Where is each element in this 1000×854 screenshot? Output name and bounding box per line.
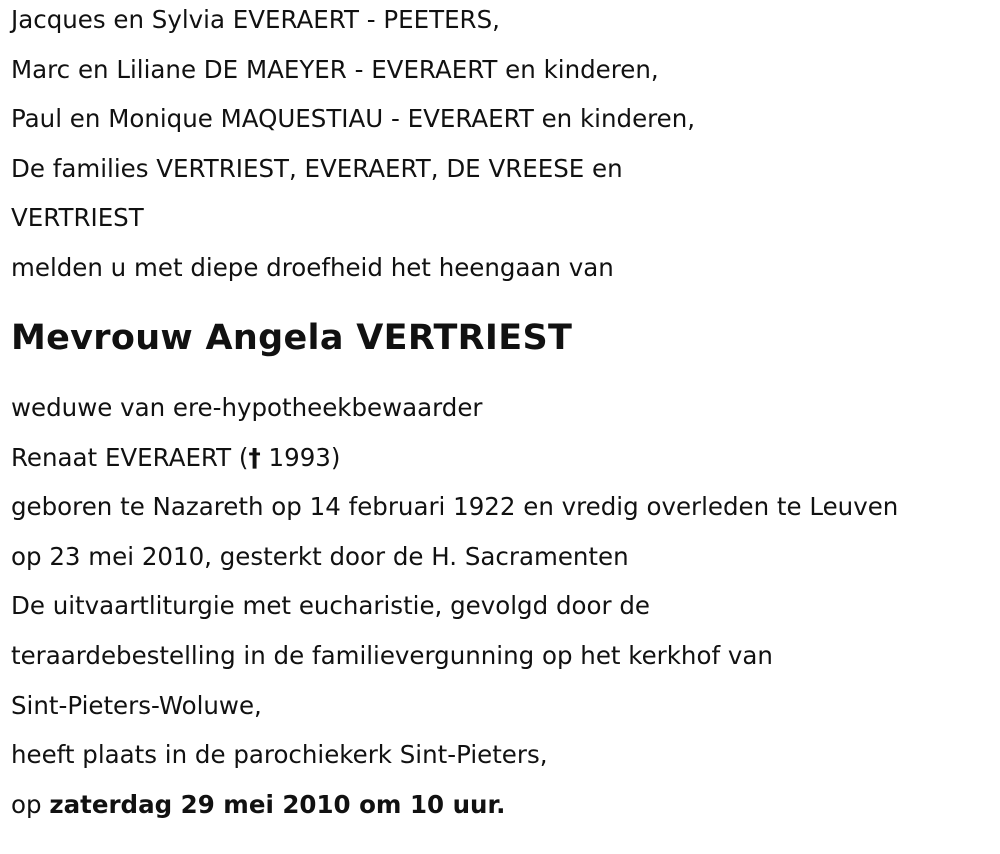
husband-line (11, 438, 991, 478)
family-line-4: De families VERTRIEST, EVERAERT, DE VREESE en (11, 153, 623, 183)
family-line-3: Paul en Monique MAQUESTIAU - EVERAERT en kinderen, (11, 104, 696, 134)
liturgy-line: De uitvaartliturgie met eucharistie, gevolgd door de (11, 591, 650, 621)
service-date-prefix: op (11, 789, 50, 819)
details-block (11, 388, 991, 825)
birth-death-paragraph (11, 487, 991, 577)
family-line-5: VERTRIEST (11, 203, 144, 233)
family-line-2: Marc en Liliane DE MAEYER - EVERAERT en kinderen, (11, 54, 659, 84)
service-date: zaterdag 29 mei 2010 om 10 uur. (49, 789, 506, 819)
burial-paragraph (11, 636, 991, 726)
family-line-1: Jacques en Sylvia EVERAERT - PEETERS, (11, 5, 500, 34)
announcement-line: melden u met diepe droefheid het heengaan van (11, 252, 614, 282)
obituary-document (11, 0, 991, 834)
cross-icon: † (248, 442, 261, 472)
birth-death-line-2: op 23 mei 2010, gesterkt door de H. Sacramenten (11, 541, 629, 571)
burial-line-2: Sint-Pieters-Woluwe, (11, 690, 262, 720)
birth-death-line-1: geboren te Nazareth op 14 februari 1922 en vredig overleden te Leuven (11, 492, 899, 522)
service-date-line (11, 785, 991, 825)
announcing-family-block (11, 0, 991, 288)
burial-line-1: teraardebestelling in de familievergunning op het kerkhof van (11, 640, 773, 670)
widow-of-line: weduwe van ere-hypotheekbewaarder (11, 392, 483, 422)
husband-death-year: 1993) (260, 442, 341, 472)
deceased-name: Mevrouw Angela VERTRIEST (11, 317, 573, 358)
church-line: heeft plaats in de parochiekerk Sint-Pieters, (11, 740, 548, 770)
husband-name: Renaat EVERAERT ( (11, 442, 249, 472)
